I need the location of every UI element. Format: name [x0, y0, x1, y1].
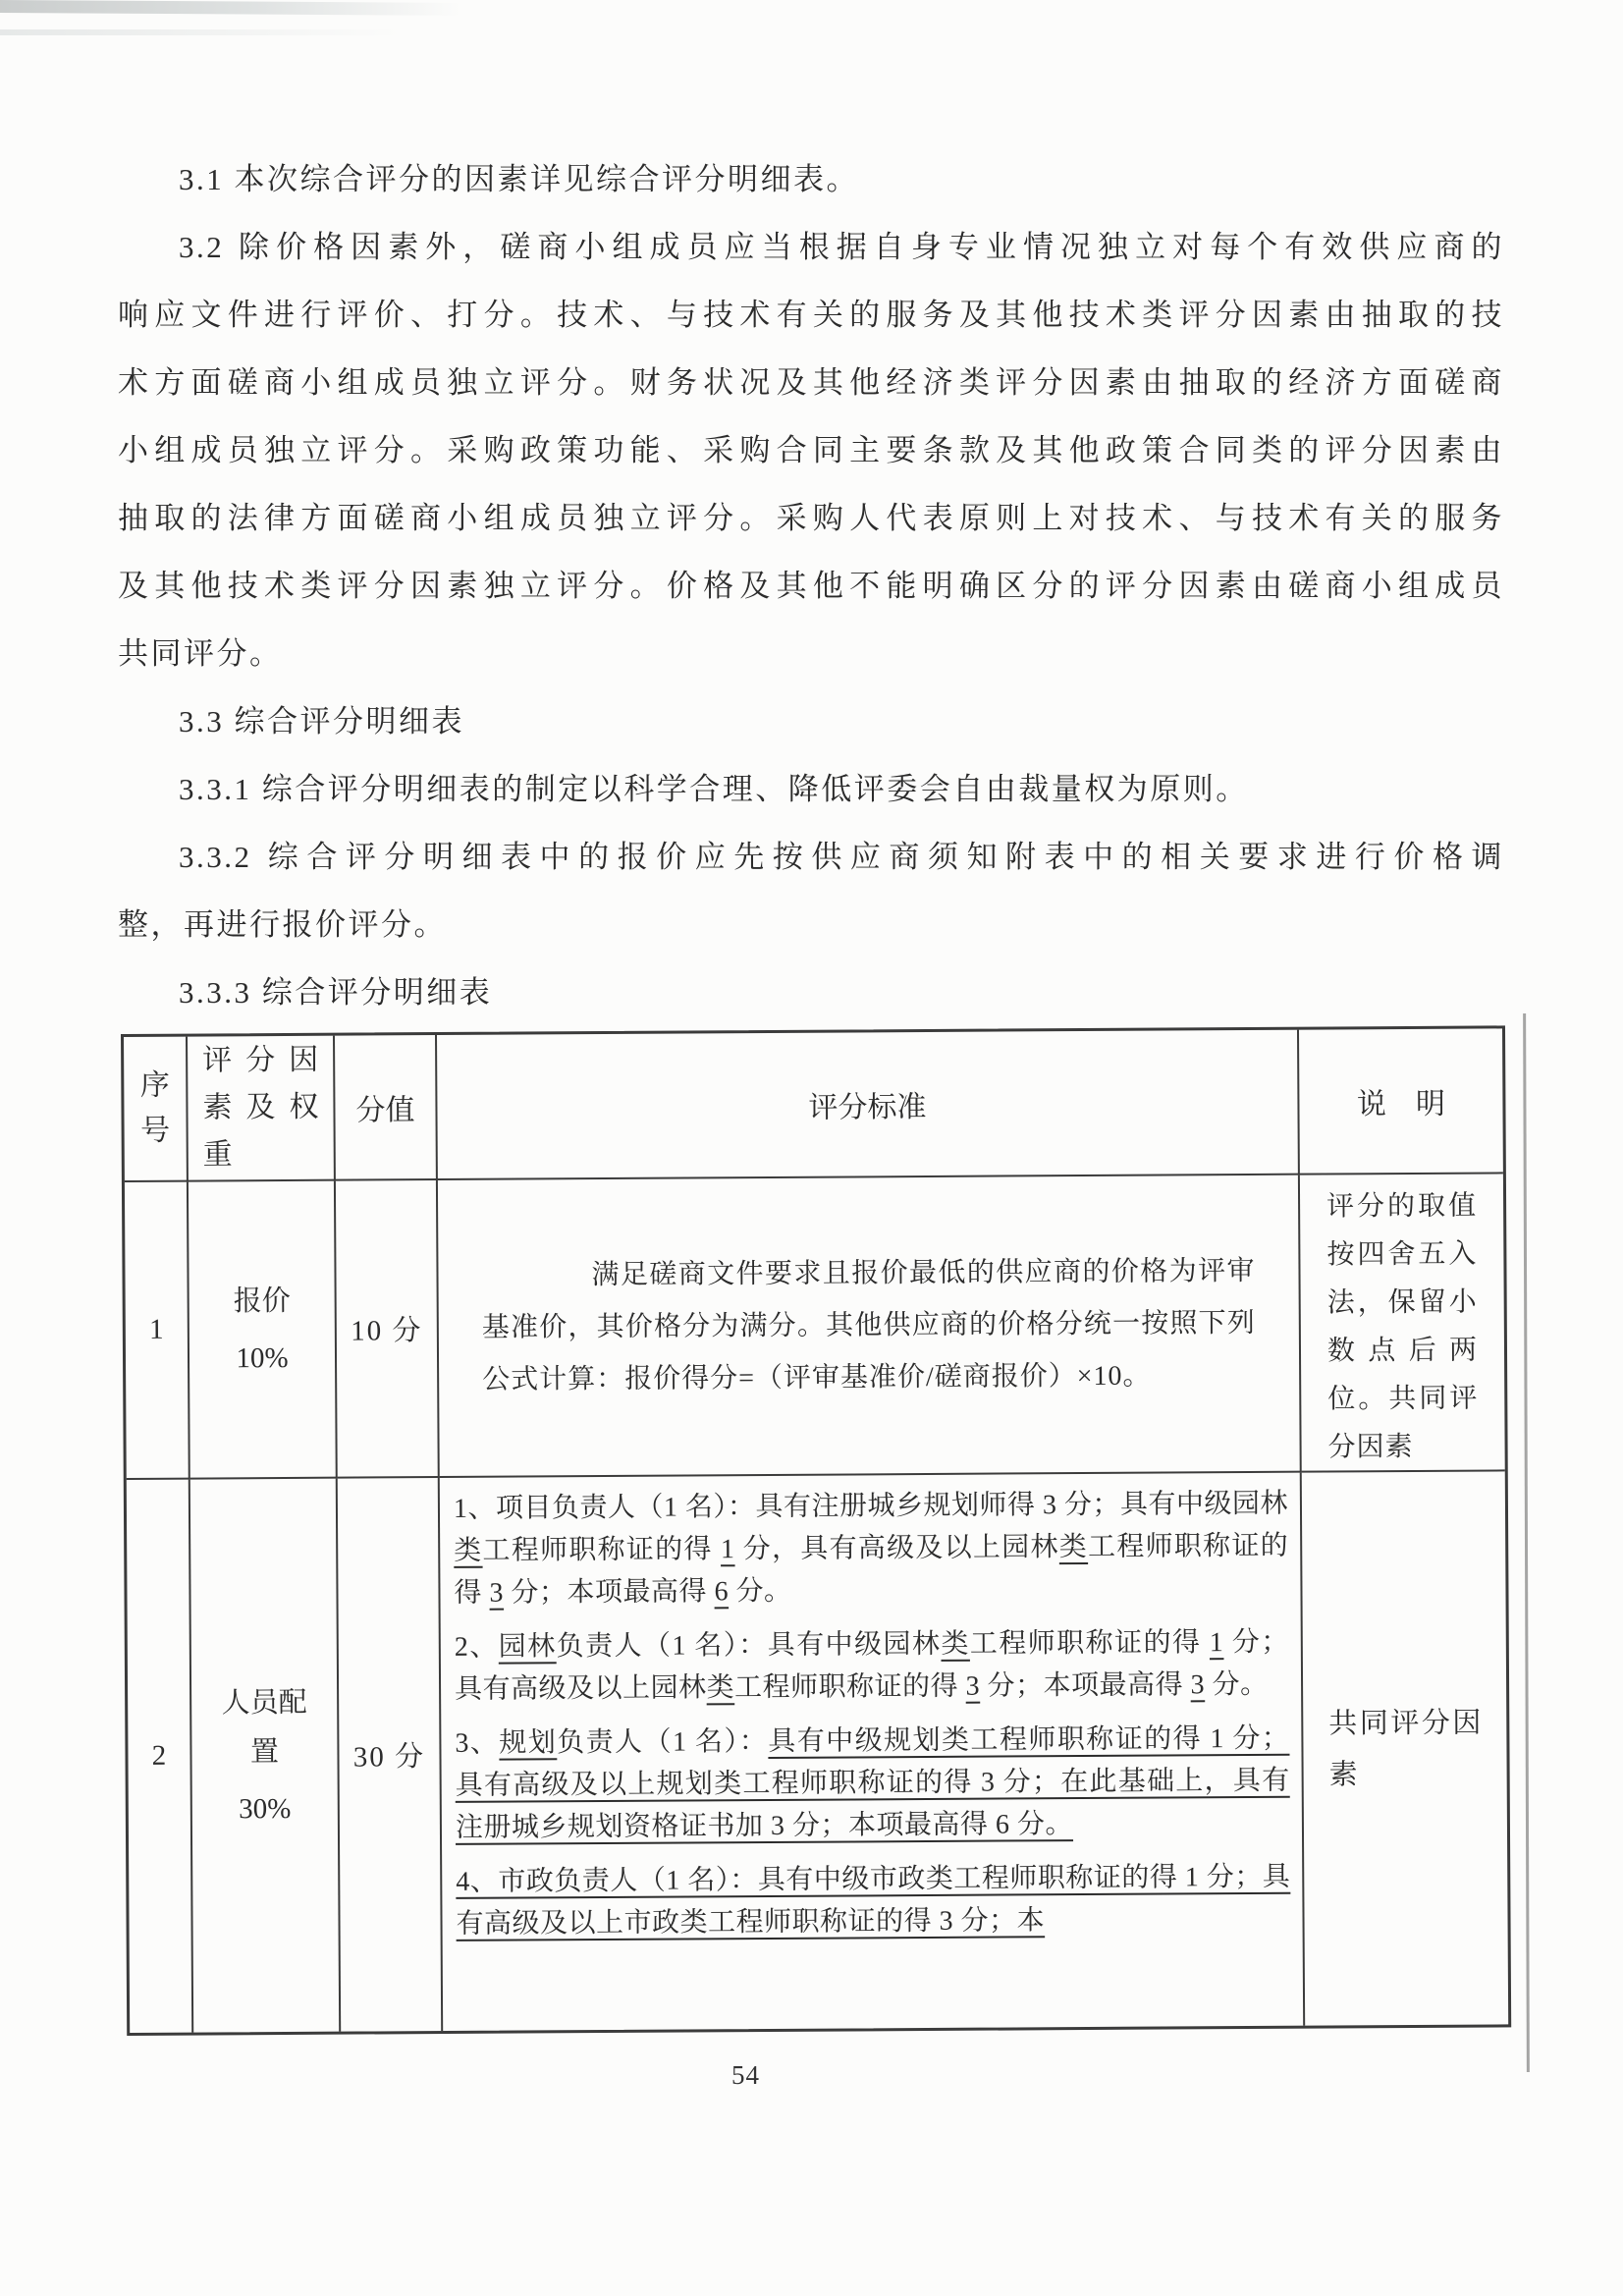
row2-score-cell: [338, 1478, 443, 2032]
header-cell-factor: [188, 1036, 336, 1182]
row2-criteria-cell: [440, 1473, 1305, 2031]
row2-note-cell: [1302, 1471, 1508, 2025]
body-line: 响应文件进行评价、打分。技术、与技术有关的服务及其他技术类评分因素由抽取的技: [118, 298, 1504, 332]
row1-factor-cell: [189, 1181, 338, 1480]
criteria-item: 3、规划负责人（1 名）：具有中级规划类工程师职称证的得 1 分；具有高级及以上规划类工程师职称证的得 3 分；在此基础上，具有注册城乡规划资格证书加 3 分；本项最高得 6 分。: [455, 1722, 1290, 1843]
factor-weight: 10%: [236, 1341, 289, 1374]
criteria-item: 2、园林负责人（1 名）：具有中级园林类工程师职称证的得 1 分；具有高级及以上园林类工程师职称证的得 3 分；本项最高得 3 分。: [454, 1626, 1289, 1705]
header-cell-seq: [124, 1037, 189, 1182]
row2-factor-cell: [190, 1479, 341, 2033]
row1-seq-cell: [125, 1182, 190, 1480]
scan-smudge: [0, 0, 461, 16]
body-line: 共同评分。: [118, 636, 283, 671]
body-line: 3.3.1 综合评分明细表的制定以科学合理、降低评委会自由裁量权为原则。: [179, 772, 1249, 806]
header-label-factor: 评分因素及权重: [202, 1043, 319, 1172]
header-label-note: 说 明: [1356, 1087, 1446, 1121]
row1-criteria-cell: [438, 1175, 1302, 1478]
body-line: 整，再进行报价评分。: [118, 907, 447, 942]
criteria-text: 满足磋商文件要求且报价最低的供应商的价格为评审基准价，其价格分为满分。其他供应商的价格分统一按照下列公式计算：报价得分=（评审基准价/磋商报价）×10。: [481, 1255, 1256, 1395]
body-line: 小组成员独立评分。采购政策功能、采购合同主要条款及其他政策合同类的评分因素由: [118, 433, 1504, 467]
criteria-item: 4、市政负责人（1 名）：具有中级市政类工程师职称证的得 1 分；具有高级及以上市政类工程师职称证的得 3 分；本: [456, 1861, 1291, 1940]
body-line: 术方面磋商小组成员独立评分。财务状况及其他经济类评分因素由抽取的经济方面磋商: [118, 365, 1504, 400]
factor-name: 报价: [233, 1285, 291, 1317]
body-line: 3.3 综合评分明细表: [179, 704, 464, 738]
body-line: 3.3.3 综合评分明细表: [179, 975, 493, 1010]
score-value: 10 分: [351, 1315, 423, 1347]
row-seq-value: 2: [151, 1739, 167, 1772]
factor-name: 人员配置: [221, 1686, 307, 1768]
row1-note-cell: [1300, 1174, 1505, 1472]
row-seq-value: 1: [148, 1313, 164, 1345]
header-cell-note: [1299, 1028, 1503, 1175]
score-detail-table: [121, 1025, 1511, 2036]
header-cell-criteria: [437, 1030, 1300, 1180]
body-line: 3.1 本次综合评分的因素详见综合评分明细表。: [179, 162, 859, 196]
criteria-item: 1、项目负责人（1 名）：具有注册城乡规划师得 3 分；具有中级园林类工程师职称证的得 1 分，具有高级及以上园林类工程师职称证的得 3 分；本项最高得 6 分。: [453, 1488, 1289, 1609]
score-value: 30 分: [352, 1741, 426, 1774]
body-line: 抽取的法律方面磋商小组成员独立评分。采购人代表原则上对技术、与技术有关的服务: [118, 501, 1504, 535]
note-text: 评分的取值按四舍五入法，保留小数点后两位。共同评分因素: [1326, 1190, 1479, 1463]
row1-score-cell: [336, 1180, 440, 1479]
note-text: 共同评分因素: [1328, 1707, 1482, 1790]
header-cell-score: [335, 1035, 438, 1181]
body-line: 3.3.2 综合评分明细表中的报价应先按供应商须知附表中的相关要求进行价格调: [179, 840, 1504, 874]
scan-artifact-line: [1523, 1013, 1530, 2072]
header-label-seq: 序号: [139, 1068, 171, 1147]
body-line: 及其他技术类评分因素独立评分。价格及其他不能明确区分的评分因素由磋商小组成员: [118, 569, 1504, 603]
header-label-score: 分值: [355, 1094, 415, 1127]
body-text: [118, 145, 1504, 1026]
scan-smudge: [0, 29, 403, 35]
row2-seq-cell: [127, 1480, 193, 2033]
header-label-criteria: 评分标准: [808, 1090, 927, 1124]
page-number: 54: [731, 2060, 760, 2090]
body-line: 3.2 除价格因素外，磋商小组成员应当根据自身专业情况独立对每个有效供应商的: [179, 230, 1504, 264]
factor-weight: 30%: [239, 1792, 292, 1825]
